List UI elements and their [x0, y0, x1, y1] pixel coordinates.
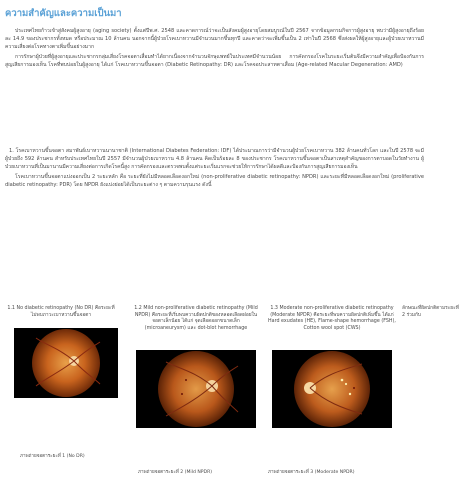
fundus-photo-no-dr — [14, 328, 118, 398]
figure-2-sublabel: ภาพถ่ายจอตาระยะที่ 2 (Mild NPDR) — [138, 470, 213, 475]
page-title: ความสำคัญและความเป็นมา — [5, 8, 122, 19]
figure-3 — [268, 306, 396, 480]
dr-paragraph-2: โรคเบาหวานขึ้นจอตาแบ่งออกเป็น 2 ระยะหลัก คือ ระยะที่ยังไม่มีหลอดเลือดงอกใหม่ (non-proliferative diabetic retinopathy: NPDR) และระยะที่มีหลอดเลือดงอกใหม่ (proliferative diabetic retinopathy: PDR) โดย NPDR ยังแบ่งย่อยได้เป็นระยะต่าง ๆ ตามความรุนแรง ดังนี้ — [5, 174, 424, 189]
figure-row — [0, 306, 459, 480]
dr-paragraph-1: 1. โรคเบาหวานขึ้นจอตา สมาพันธ์เบาหวานนานาชาติ (International Diabetes Federation: IDF) ได้ประมาณการว่ามีจำนวนผู้ป่วยโรคเบาหวาน 382 ล้านคนทั่วโลก และในปี 2578 จะมีผู้ป่วยถึง 592 ล้านคน สำหรับประเทศไทยในปี 2557 มีจำนวนผู้ป่วยเบาหวาน 4.8 ล้านคน คิดเป็นร้อยละ 8 ของประชากร โรคเบาหวานขึ้นจอตาเป็นสาเหตุสำคัญของการตาบอดในวัยทำงาน ผู้ป่วยเบาหวานที่เป็นมานานมีความเสี่ยงต่อการเกิดโรคนี้สูง การคัดกรองและตรวจพบตั้งแต่ระยะเริ่มแรกจะช่วยให้การรักษาได้ผลดีและป้องกันการสูญเสียการมองเห็น — [5, 148, 424, 171]
figure-2 — [134, 306, 258, 480]
figure-4-caption: ลักษณะที่ผิดปกติตามระยะที่ 2 ร่วมกับ — [402, 306, 459, 318]
intro-paragraph — [5, 27, 424, 167]
figure-3-sublabel: ภาพถ่ายจอตาระยะที่ 3 (Moderate NPDR) — [268, 470, 355, 475]
figure-4 — [402, 306, 459, 480]
figure-1-caption: 1.1 No diabetic retinopathy (No DR) คือระยะที่ไม่พบภาวะเบาหวานขึ้นจอตา — [7, 306, 115, 318]
figure-1-sublabel: ภาพถ่ายจอตาระยะที่ 1 (No DR) — [20, 454, 85, 459]
dr-section — [5, 147, 424, 259]
intro-paragraph-1: ประเทศไทยก้าวเข้าสู่สังคมผู้สูงอายุ (aging society) ตั้งแต่ปีพ.ศ. 2548 และคาดการณ์ว่าจะเป็นสังคมผู้สูงอายุโดยสมบูรณ์ในปี 2567 จากข้อมูลกรมกิจการผู้สูงอายุ พบว่ามีผู้สูงอายุถึงร้อยละ 14.9 ของประชากรทั้งหมด หรือประมาณ 10 ล้านคน นอกจากนี้ผู้ป่วยโรคเบาหวานมีจำนวนมากขึ้นทุกปี และคาดว่าจะเพิ่มขึ้นเป็น 2 เท่าในปี 2568 ซึ่งส่งผลให้ผู้สูงอายุและผู้ป่วยเบาหวานมีความเสี่ยงต่อโรคทางตาเพิ่มขึ้นอย่างมาก — [5, 28, 424, 51]
fundus-photo-moderate-npdr — [272, 350, 392, 428]
figure-3-caption: 1.3 Moderate non-proliferative diabetic retinopathy (Moderate NPDR) คือระยะที่พบความผิดปกติเพิ่มขึ้น ได้แก่ Hard exudates (HE), Flame-shape hemorrhage (FSH), Cotton wool spot (CWS) — [268, 306, 396, 331]
figure-1 — [6, 306, 116, 480]
figure-2-caption: 1.2 Mild non-proliferative diabetic retinopathy (Mild NPDR) คือระยะที่เริ่มพบความผิดปกติของหลอดเลือดฝอยในจอตาเล็กน้อย ได้แก่ จุดเลือดออกขนาดเล็ก (microaneurysm) และ dot-blot hemorrhage — [134, 306, 258, 331]
intro-paragraph-2: การรักษาผู้ป่วยที่ผู้สูงอายุและประชากรกลุ่มเสี่ยงโรคจอตาเสื่อมทำได้ยากเนื่องจากจำนวนจักษุแพทย์ในประเทศมีจำนวนน้อย การคัดกรองโรคในระยะเริ่มต้นจึงมีความสำคัญเพื่อป้องกันการสูญเสียการมองเห็น โรคที่พบบ่อยในผู้สูงอายุ ได้แก่ โรคเบาหวานขึ้นจอตา (Diabetic Retinopathy: DR) และโรคจอประสาทตาเสื่อม (Age-related Macular Degeneration: AMD) — [5, 54, 424, 69]
fundus-photo-mild-npdr — [136, 350, 256, 428]
